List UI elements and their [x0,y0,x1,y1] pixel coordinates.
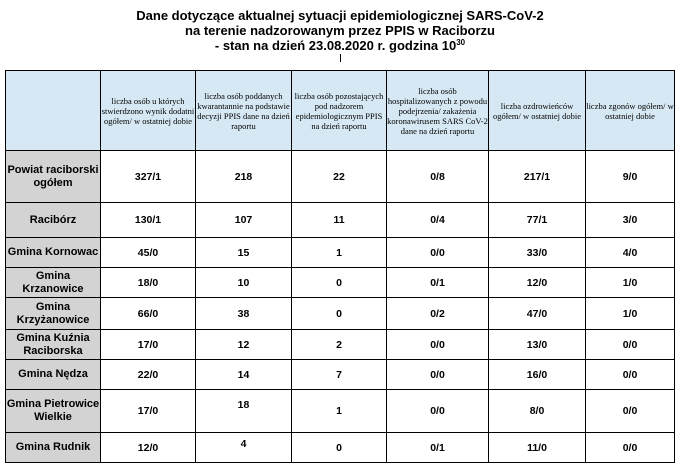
header-corner-cell [6,71,101,151]
cell-hospitalized: 0/0 [387,238,489,268]
cell-quarantine: 107 [196,203,292,238]
cell-recovered: 16/0 [489,360,586,390]
cell-recovered: 77/1 [489,203,586,238]
cell-recovered: 8/0 [489,390,586,433]
table-row [6,268,675,298]
title-time-minutes: 30 [456,38,466,47]
row-name: Gmina Krzyżanowice [6,298,101,330]
title-date: - stan na dzień 23.08.2020 r. godzina 10 [214,38,457,53]
cell-hospitalized: 0/0 [387,330,489,360]
cell-quarantine: 18 [196,390,292,433]
report-title [0,8,680,53]
cell-quarantine: 10 [196,268,292,298]
cell-supervision: 2 [292,330,387,360]
table-row [6,390,675,433]
cell-positive: 22/0 [101,360,196,390]
cell-positive: 45/0 [101,238,196,268]
table-row [6,433,675,463]
cell-supervision: 7 [292,360,387,390]
cell-positive: 17/0 [101,390,196,433]
header-quarantine: liczba osób poddanych kwarantannie na podstawie decyzji PPIS dane na dzień raportu [196,71,292,151]
cell-deaths: 1/0 [586,298,675,330]
cell-quarantine: 12 [196,330,292,360]
cell-hospitalized: 0/8 [387,151,489,203]
cell-deaths: 1/0 [586,268,675,298]
row-name: Gmina Rudnik [6,433,101,463]
table-row [6,203,675,238]
cell-supervision: 22 [292,151,387,203]
cell-hospitalized: 0/4 [387,203,489,238]
cell-deaths: 3/0 [586,203,675,238]
row-name: Racibórz [6,203,101,238]
cursor-mark [340,54,341,62]
header-recovered: liczba ozdrowieńców ogółem/ w ostatniej dobie [489,71,586,151]
table-row [6,360,675,390]
table-row [6,298,675,330]
cell-quarantine: 218 [196,151,292,203]
cell-recovered: 12/0 [489,268,586,298]
row-name: Gmina Nędza [6,360,101,390]
table-row [6,238,675,268]
cell-recovered: 33/0 [489,238,586,268]
row-name: Gmina Krzanowice [6,268,101,298]
cell-deaths: 4/0 [586,238,675,268]
cell-positive: 12/0 [101,433,196,463]
cell-hospitalized: 0/2 [387,298,489,330]
cell-deaths: 0/0 [586,330,675,360]
cell-supervision: 11 [292,203,387,238]
title-line-3 [0,38,680,53]
cell-quarantine: 15 [196,238,292,268]
cell-quarantine: 4 [196,433,292,463]
row-name: Gmina Kuźnia Raciborska [6,330,101,360]
cell-quarantine: 38 [196,298,292,330]
title-line-2: na terenie nadzorowanym przez PPIS w Raciborzu [185,23,495,38]
cell-positive: 17/0 [101,330,196,360]
cell-hospitalized: 0/0 [387,390,489,433]
cell-quarantine: 14 [196,360,292,390]
row-name: Gmina Kornowac [6,238,101,268]
header-deaths: liczba zgonów ogółem/ w ostatniej dobie [586,71,675,151]
epidemiology-table [5,70,675,463]
cell-supervision: 1 [292,390,387,433]
cell-deaths: 9/0 [586,151,675,203]
cell-positive: 327/1 [101,151,196,203]
row-name: Gmina Pietrowice Wielkie [6,390,101,433]
cell-supervision: 0 [292,268,387,298]
row-name: Powiat raciborski ogółem [6,151,101,203]
cell-recovered: 47/0 [489,298,586,330]
header-supervision: liczba osób pozostających pod nadzorem epidemiologicznym PPIS na dzień raportu [292,71,387,151]
header-positive-cases: liczba osób u których stwierdzono wynik dodatni ogółem/ w ostatniej dobie [101,71,196,151]
cell-hospitalized: 0/0 [387,360,489,390]
cell-positive: 130/1 [101,203,196,238]
cell-deaths: 0/0 [586,433,675,463]
cell-supervision: 0 [292,433,387,463]
cell-supervision: 1 [292,238,387,268]
cell-supervision: 0 [292,298,387,330]
cell-hospitalized: 0/1 [387,268,489,298]
cell-deaths: 0/0 [586,360,675,390]
cell-hospitalized: 0/1 [387,433,489,463]
table-header-row [6,71,675,151]
header-hospitalized: liczba osób hospitalizowanych z powodu podejrzenia/ zakażenia koronawirusem SARS CoV-2 dane na dzień raportu [387,71,489,151]
title-line-1: Dane dotyczące aktualnej sytuacji epidemiologicznej SARS-CoV-2 [136,8,544,23]
cell-recovered: 11/0 [489,433,586,463]
table-row [6,151,675,203]
table-row [6,330,675,360]
cell-recovered: 217/1 [489,151,586,203]
cell-deaths: 0/0 [586,390,675,433]
cell-positive: 66/0 [101,298,196,330]
cell-recovered: 13/0 [489,330,586,360]
cell-positive: 18/0 [101,268,196,298]
